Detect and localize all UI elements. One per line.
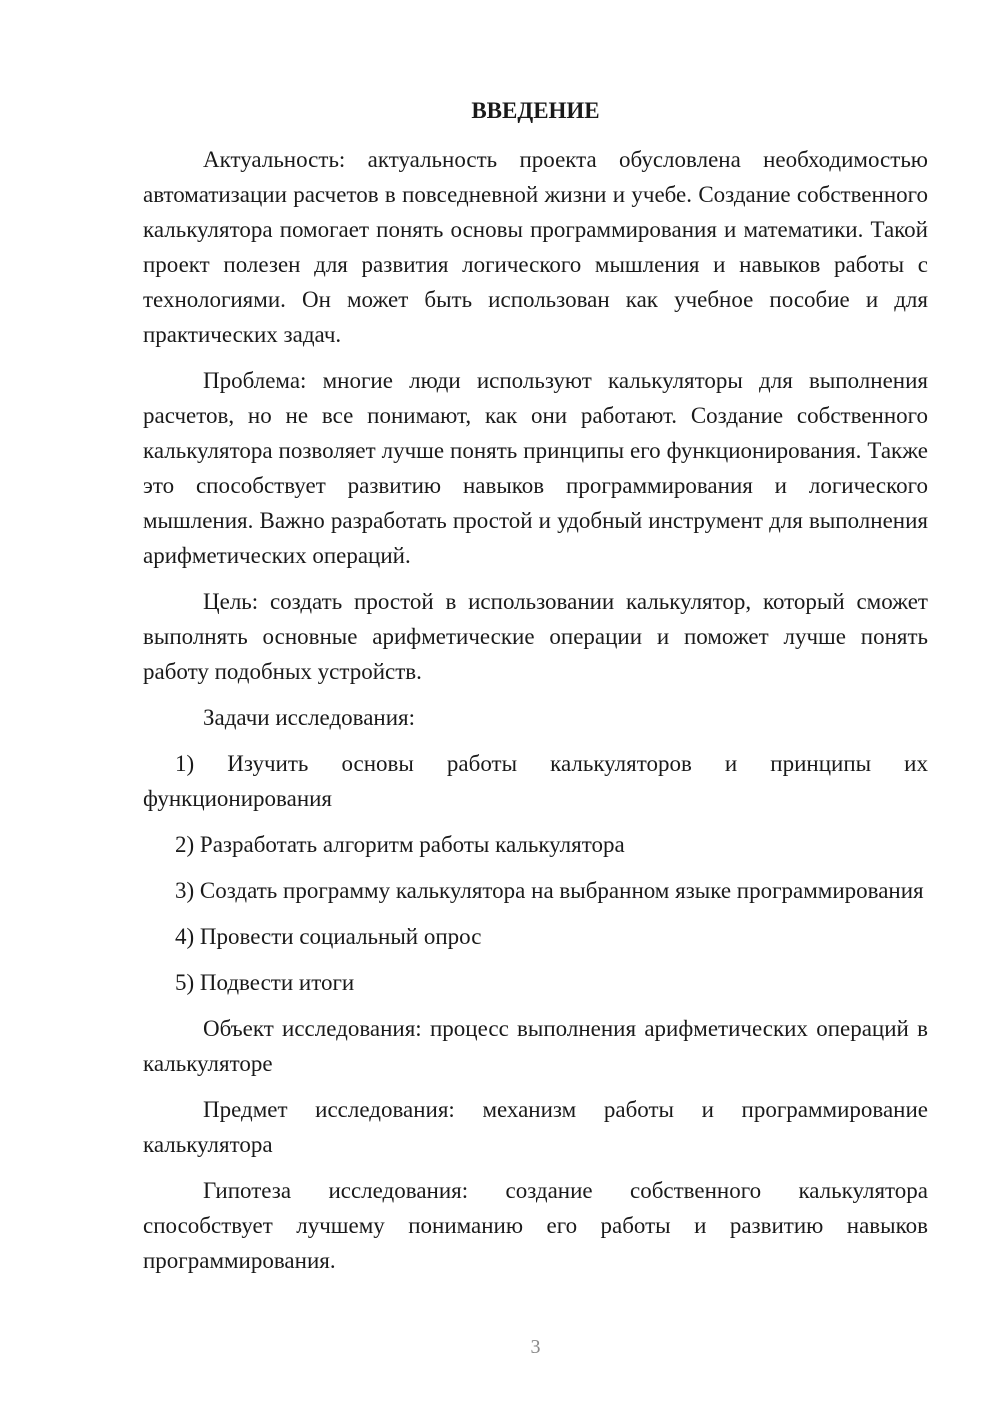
task-item-5: 5) Подвести итоги bbox=[175, 970, 355, 995]
paragraph-subject: Предмет исследования: механизм работы и программирование калькулятора bbox=[143, 1097, 928, 1157]
paragraph-relevance: Актуальность: актуальность проекта обусловлена необходимостью автоматизации расчетов в повседневной жизни и учебе. Создание собственного калькулятора помогает понять основы программирования и математики. Такой проект полезен для развития логического мышления и навыков работы с технологиями. Он может быть использован как учебное пособие и для практических задач. bbox=[143, 147, 928, 347]
paragraph-goal: Цель: создать простой в использовании калькулятор, который сможет выполнять основные арифметические операции и поможет лучше понять работу подобных устройств. bbox=[143, 589, 928, 684]
task-item-4: 4) Провести социальный опрос bbox=[175, 924, 482, 949]
page-title: ВВЕДЕНИЕ bbox=[471, 98, 600, 123]
task-item-3: 3) Создать программу калькулятора на выбранном языке программирования bbox=[175, 878, 924, 903]
paragraph-hypothesis: Гипотеза исследования: создание собственного калькулятора способствует лучшему пониманию его работы и развитию навыков программирования. bbox=[143, 1178, 928, 1273]
tasks-heading: Задачи исследования: bbox=[203, 705, 416, 730]
task-item-1: 1) Изучить основы работы калькуляторов и принципы их функционирования bbox=[143, 751, 928, 811]
paragraph-problem: Проблема: многие люди используют калькуляторы для выполнения расчетов, но не все понимают, как они работают. Создание собственного калькулятора позволяет лучше понять принципы его функционирования. Также это способствует развитию навыков программирования и логического мышления. Важно разработать простой и удобный инструмент для выполнения арифметических операций. bbox=[143, 368, 928, 568]
task-item-2: 2) Разработать алгоритм работы калькулятора bbox=[175, 832, 625, 857]
paragraph-object: Объект исследования: процесс выполнения арифметических операций в калькуляторе bbox=[143, 1016, 928, 1076]
page-number: 3 bbox=[530, 1336, 541, 1358]
page-body bbox=[143, 142, 928, 1289]
